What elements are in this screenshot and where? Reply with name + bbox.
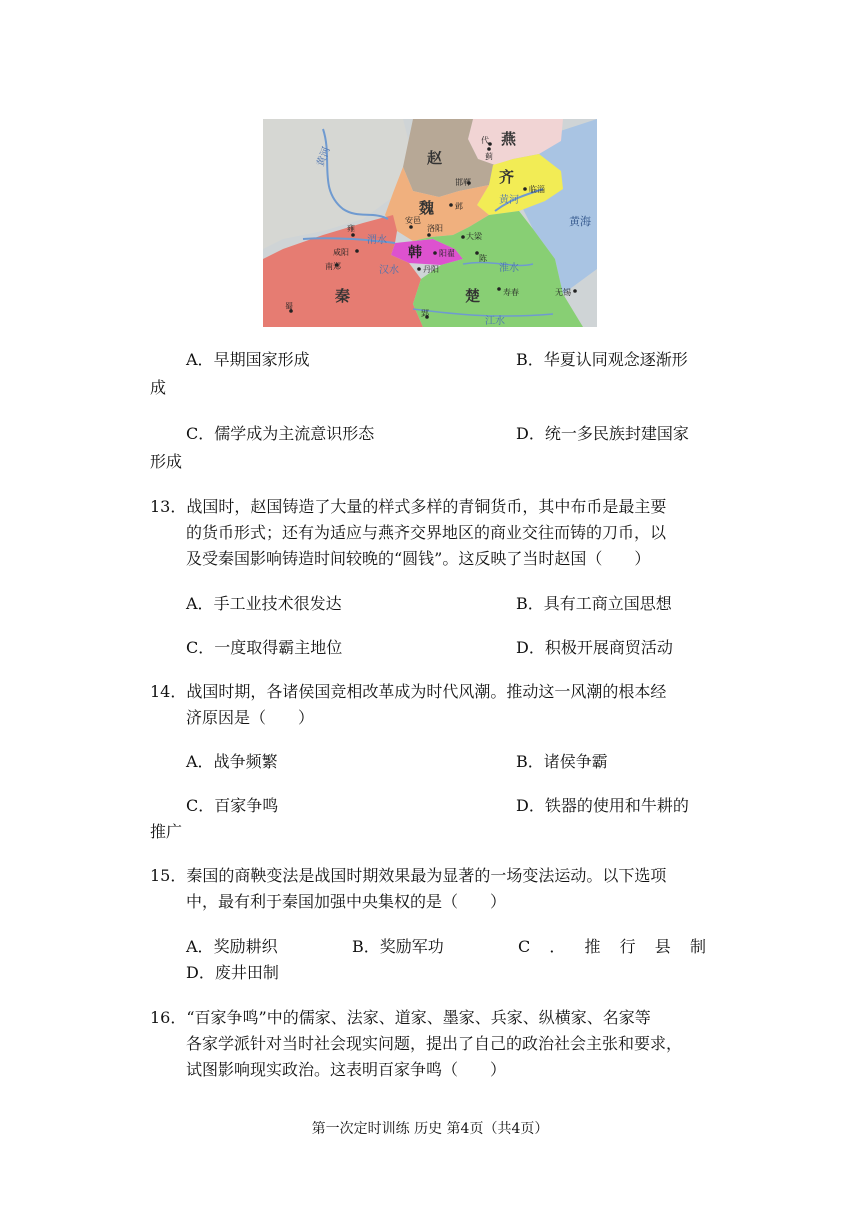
map-state-label: 燕: [501, 130, 517, 148]
option-letter: D．: [516, 424, 545, 443]
q12-option-b-wrap: 成: [150, 378, 167, 397]
q13-option-d: [516, 635, 673, 661]
page-footer: 第一次定时训练 历史 第4页（共4页）: [311, 1121, 549, 1137]
q12-option-b: [516, 347, 688, 373]
option-letter: A．: [186, 350, 214, 369]
option-text: 华夏认同观念逐渐形: [543, 350, 688, 369]
q14-option-b: [516, 749, 608, 775]
map-state-label: 魏: [419, 199, 435, 217]
option-text: 制: [689, 937, 706, 956]
q15-stem-line: 15．秦国的商鞅变法是战国时期效果最为显著的一场变法运动。以下选项: [150, 866, 667, 885]
q12-option-c: [186, 421, 374, 447]
option-text: 一度取得霸主地位: [214, 638, 343, 657]
map-city-label: 丹阳: [423, 265, 439, 274]
option-text: 战争频繁: [213, 752, 278, 771]
map-state-label: 齐: [499, 168, 515, 186]
q16-stem-line: 各家学派针对当时社会现实问题，提出了自己的政治社会主张和要求，: [186, 1034, 683, 1053]
map-city-label: 大梁: [466, 232, 482, 241]
option-text: 铁器的使用和牛耕的: [544, 796, 689, 815]
option-letter: C．: [186, 638, 215, 657]
map-city-label: 郢: [421, 309, 429, 318]
map-city-label: 南郑: [325, 262, 341, 271]
map-city-label: 安邑: [405, 216, 421, 225]
q16-stem-line: 16．“百家争鸣”中的儒家、法家、道家、墨家、兵家、纵横家、名家等: [150, 1008, 651, 1027]
q12-option-d-wrap: 形成: [150, 452, 183, 471]
map-river-label: 黄河: [315, 145, 333, 169]
q12-option-a: [186, 347, 310, 373]
map-river-label: 淮水: [499, 263, 519, 274]
map-river-label: 渭水: [367, 235, 387, 246]
option-text: 早期国家形成: [213, 350, 310, 369]
q13-stem-line: 的货币形式；还有为适应与燕齐交界地区的商业交往而铸的刀币，以: [186, 523, 667, 542]
q15-option-c: [518, 934, 706, 960]
option-letter: A．: [186, 937, 214, 956]
map-city-label: 代: [481, 136, 489, 145]
map-state-label: 韩: [408, 245, 422, 261]
map-city-label: 蜀: [285, 302, 293, 311]
warring-states-map: [263, 119, 597, 327]
q13-option-b: [516, 591, 672, 617]
q14-option-d: [516, 793, 689, 819]
option-text: 奖励耕织: [213, 937, 278, 956]
option-text: 废井田制: [214, 963, 279, 982]
option-letter: ．: [549, 937, 566, 956]
option-text: 具有工商立国思想: [543, 594, 672, 613]
map-city-label: 咸阳: [333, 248, 349, 257]
option-text: 统一多民族封建国家: [544, 424, 689, 443]
map-sea-label: 黄海: [569, 215, 591, 228]
q13-option-a: [186, 591, 342, 617]
option-text: 百家争鸣: [214, 796, 279, 815]
map-city-label: 寿春: [503, 288, 519, 297]
q15-option-d: [186, 960, 279, 986]
option-letter: B．: [516, 752, 544, 771]
option-letter: C: [518, 937, 531, 956]
q14-option-a: [186, 749, 278, 775]
option-text: 诸侯争霸: [543, 752, 608, 771]
option-letter: B．: [352, 937, 380, 956]
q13-option-c: [186, 635, 342, 661]
option-text: 推: [584, 937, 601, 956]
q15-option-b: [352, 934, 444, 960]
map-city-label: 阳翟: [439, 249, 455, 258]
q15-option-a: [186, 934, 278, 960]
map-city-label: 无锡: [555, 288, 571, 297]
q15-stem-line: 中，最有利于秦国加强中央集权的是（ ）: [186, 892, 507, 911]
q13-stem-line: 13．战国时，赵国铸造了大量的样式多样的青铜货币，其中布币是最主要: [150, 497, 667, 516]
q14-option-d-wrap: 推广: [150, 822, 183, 841]
q14-option-c: [186, 793, 278, 819]
map-city-label: 邺: [455, 202, 463, 211]
q16-stem-line: 试图影响现实政治。这表明百家争鸣（ ）: [186, 1060, 507, 1079]
option-text: 奖励军功: [379, 937, 444, 956]
option-letter: B．: [516, 594, 544, 613]
map-city-label: 蓟: [485, 152, 493, 161]
q14-stem-line: 济原因是（ ）: [186, 708, 315, 727]
option-letter: A．: [186, 594, 214, 613]
option-letter: B．: [516, 350, 544, 369]
map-city-label: 洛阳: [427, 224, 443, 233]
option-text: 积极开展商贸活动: [544, 638, 673, 657]
option-text: 县: [654, 937, 671, 956]
map-river-label: 黄河: [499, 195, 519, 206]
option-letter: C．: [186, 796, 215, 815]
map-river-label: 江水: [485, 316, 505, 327]
option-letter: D．: [516, 796, 545, 815]
map-city-label: 邯郸: [455, 178, 471, 187]
map-state-label: 秦: [335, 287, 351, 305]
option-text: 行: [619, 937, 636, 956]
q14-stem-line: 14．战国时期，各诸侯国竞相改革成为时代风潮。推动这一风潮的根本经: [150, 682, 667, 701]
map-city-label: 陈: [479, 254, 487, 263]
map-city-label: 临淄: [529, 185, 545, 194]
option-letter: D．: [186, 963, 215, 982]
map-state-label: 楚: [465, 287, 481, 305]
option-letter: D．: [516, 638, 545, 657]
map-state-label: 赵: [427, 149, 443, 167]
map-river-label: 汉水: [379, 265, 399, 276]
map-city-label: 雍: [347, 224, 355, 233]
option-text: 手工业技术很发达: [213, 594, 342, 613]
option-letter: C．: [186, 424, 215, 443]
q13-stem-line: 及受秦国影响铸造时间较晚的“圆钱”。这反映了当时赵国（ ）: [186, 549, 651, 568]
option-text: 儒学成为主流意识形态: [214, 424, 375, 443]
q12-option-d: [516, 421, 689, 447]
option-letter: A．: [186, 752, 214, 771]
